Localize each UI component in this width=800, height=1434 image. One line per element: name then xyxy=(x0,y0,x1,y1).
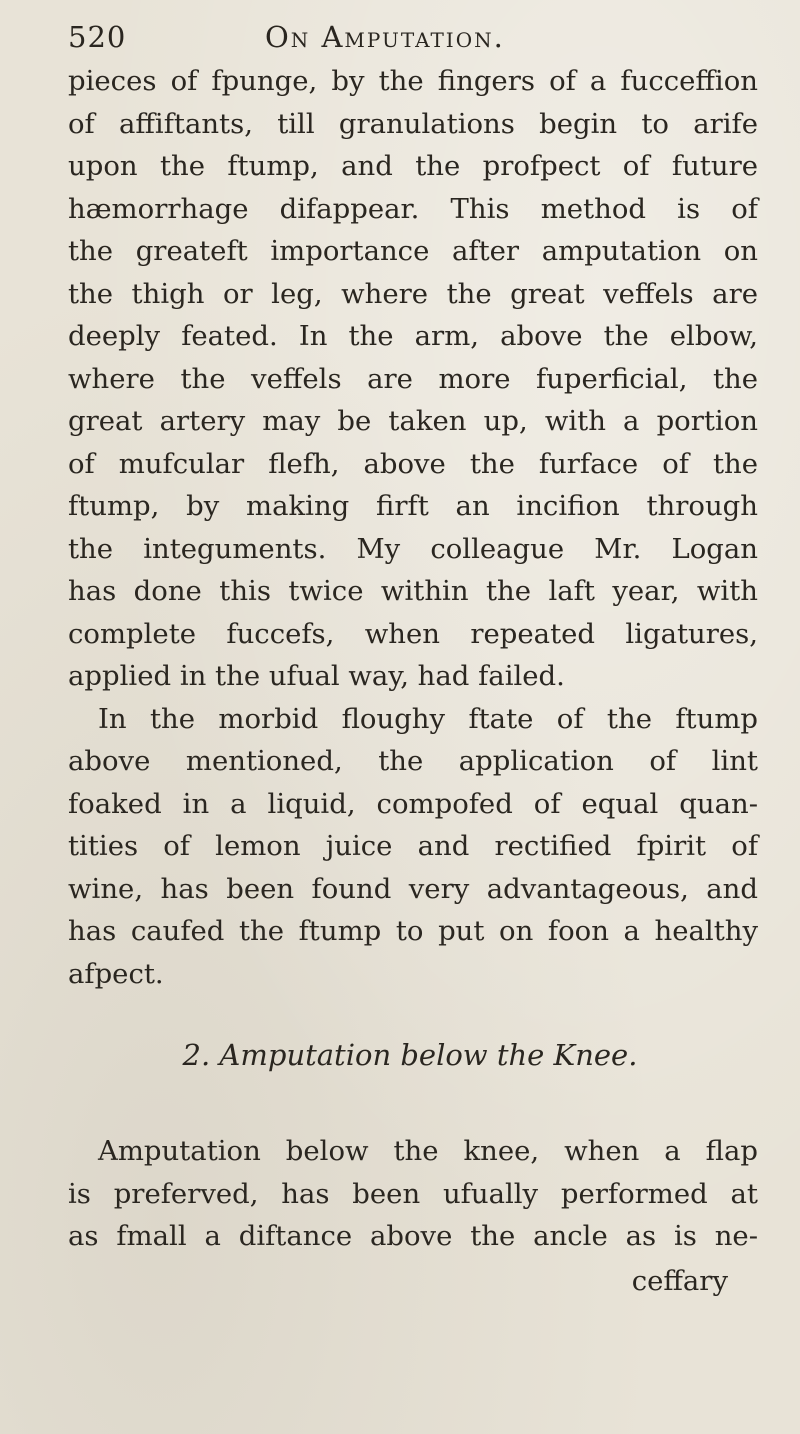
running-head: On Amputation. xyxy=(265,20,505,54)
text-line: the greateft importance after amputation on xyxy=(68,235,758,267)
section-heading: 2. Amputation below the Knee. xyxy=(182,1038,638,1072)
text-line: tities of lemon juice and rectified fpirit of xyxy=(68,830,758,862)
text-line: In the morbid floughy ftate of the ftump xyxy=(98,702,758,735)
text-line: Amputation below the knee, when a flap xyxy=(98,1135,758,1167)
text-line: ftump, by making firft an incifion through xyxy=(68,490,758,522)
text-line: deeply feated. In the arm, above the elbow, xyxy=(68,320,758,352)
text-line: has done this twice within the laft year, with xyxy=(68,575,758,607)
text-line: is preferved, has been ufually performed at xyxy=(68,1177,758,1210)
text-line: applied in the ufual way, had failed. xyxy=(68,660,565,692)
text-line: has caufed the ftump to put on foon a healthy xyxy=(68,915,758,947)
text-line: of mufcular flefh, above the furface of the xyxy=(68,447,758,480)
text-line: great artery may be taken up, with a portion xyxy=(68,405,758,437)
main-text xyxy=(68,60,758,995)
text-line: above mentioned, the application of lint xyxy=(68,745,758,777)
page-number: 520 xyxy=(68,20,127,54)
page-header xyxy=(68,12,768,52)
text-line: the integuments. My colleague Mr. Logan xyxy=(68,532,758,565)
text-line: the thigh or leg, where the great veffels are xyxy=(68,277,758,310)
text-line: upon the ftump, and the profpect of future xyxy=(68,150,758,182)
text-line: where the veffels are more fuperficial, the xyxy=(68,362,758,395)
text-line: wine, has been found very advantageous, and xyxy=(68,872,758,905)
text-line: afpect. xyxy=(68,957,164,990)
catchword: ceffary xyxy=(631,1265,728,1297)
text-line: hæmorrhage difappear. This method is of xyxy=(68,192,758,225)
text-line: of affiftants, till granulations begin to arife xyxy=(68,107,758,140)
text-line: complete fuccefs, when repeated ligatures, xyxy=(68,617,758,650)
text-line: pieces of fpunge, by the fingers of a fucceffion xyxy=(68,65,758,97)
text-line: foaked in a liquid, compofed of equal quan- xyxy=(68,787,758,820)
text-line: as fmall a diftance above the ancle as is ne- xyxy=(68,1220,758,1252)
section-text xyxy=(68,1130,758,1258)
